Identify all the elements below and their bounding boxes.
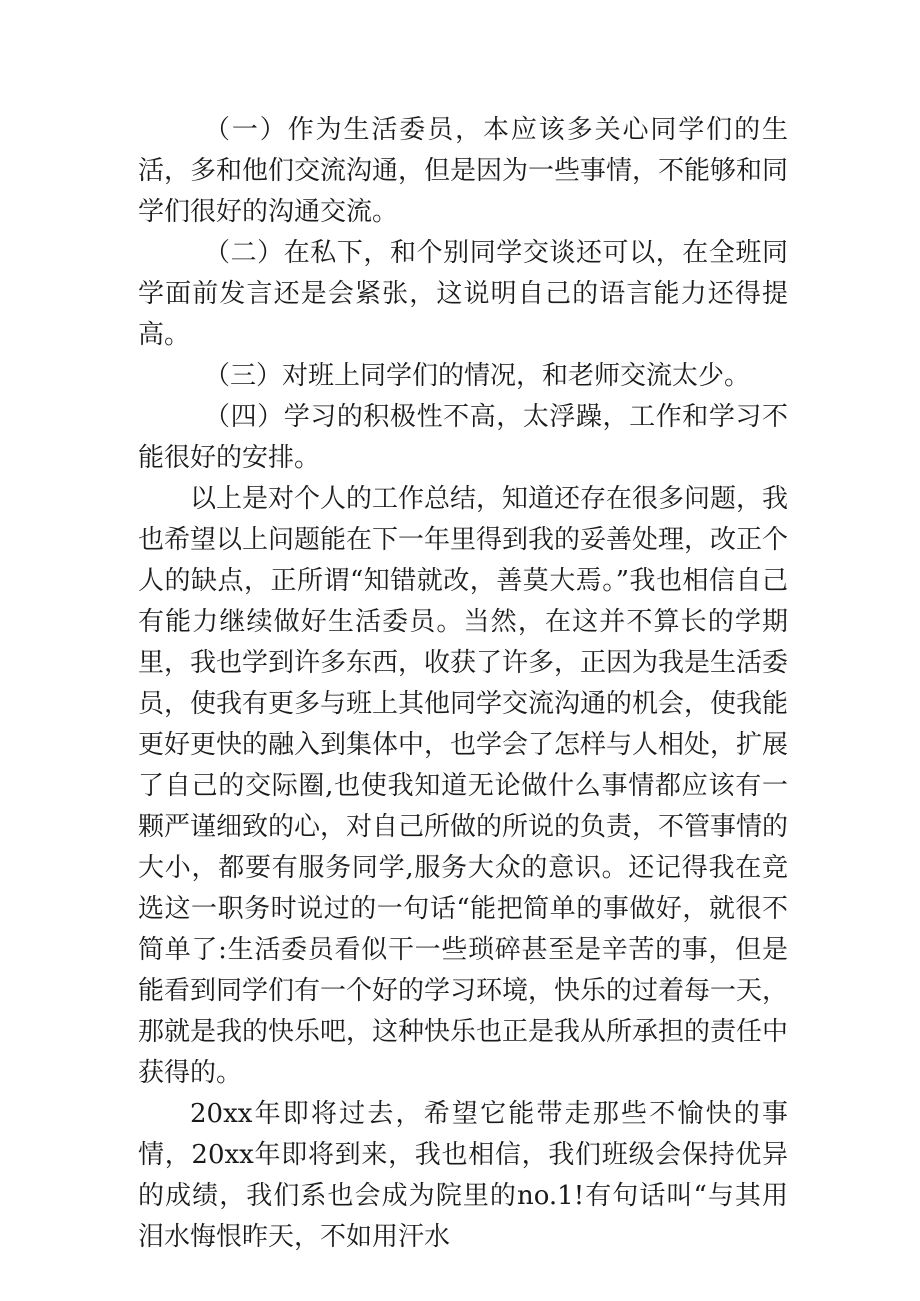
- document-page: [138, 110, 788, 1258]
- paragraph-6: 20xx年即将过去，希望它能带走那些不愉快的事情，20xx年即将到来，我也相信，我们班级会保持优异的成绩，我们系也会成为院里的no.1!有句话叫“与其用泪水悔恨昨天，不如用汗水: [138, 1099, 788, 1252]
- paragraph-5: 以上是对个人的工作总结，知道还存在很多问题，我也希望以上问题能在下一年里得到我的妥善处理，改正个人的缺点，正所谓“知错就改，善莫大焉。”我也相信自己有能力继续做好生活委员。当然，在这并不算长的学期里，我也学到许多东西，收获了许多，正因为我是生活委员，使我有更多与班上其他同学交流沟通的机会，使我能更好更快的融入到集体中，也学会了怎样与人相处，扩展了自己的交际圈,也使我知道无论做什么事情都应该有一颗严谨细致的心，对自己所做的所说的负责，不管事情的大小，都要有服务同学,服务大众的意识。还记得我在竞选这一职务时说过的一句话“能把简单的事做好，就很不简单了:生活委员看似干一些琐碎甚至是辛苦的事，但是能看到同学们有一个好的学习环境，快乐的过着每一天，那就是我的快乐吧，这种快乐也正是我从所承担的责任中获得的。: [138, 484, 789, 1088]
- paragraph-2: （二）在私下，和个别同学交谈还可以，在全班同学面前发言还是会紧张，这说明自己的语言能力还得提高。: [138, 238, 788, 350]
- paragraph-4: （四）学习的积极性不高，太浮躁，工作和学习不能很好的安排。: [138, 402, 788, 473]
- paragraph-1: （一）作为生活委员，本应该多关心同学们的生活，多和他们交流沟通，但是因为一些事情，不能够和同学们很好的沟通交流。: [138, 115, 789, 227]
- paragraph-3: （三）对班上同学们的情况，和老师交流太少。: [204, 361, 751, 391]
